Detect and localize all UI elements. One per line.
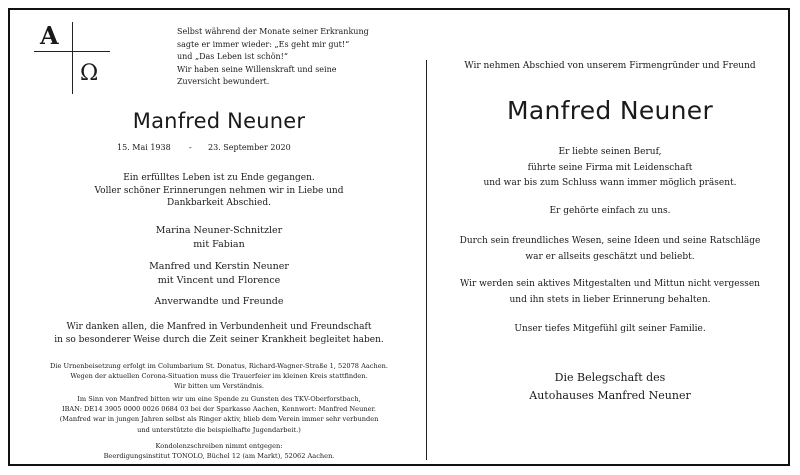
- cross-horizontal-line: [34, 51, 110, 52]
- tribute-line: und ihn stets in lieber Erinnerung behalten.: [509, 294, 711, 305]
- company-deceased-name: Manfred Neuner: [506, 96, 714, 125]
- tribute-line: Wir werden sein aktives Mitgestalten und Mittun nicht vergessen: [460, 279, 760, 289]
- quote-line: Zuversicht bewundert.: [177, 77, 270, 86]
- company-farewell-intro: Wir nehmen Abschied von unserem Firmengründer und Freund: [464, 61, 756, 71]
- alpha-letter: A: [40, 21, 59, 50]
- thanks-line: in so besonderer Weise durch die Zeit seiner Krankheit begleitet haben.: [54, 334, 384, 345]
- tribute-line: Er liebte seinen Beruf,: [558, 147, 662, 157]
- donation-line: (Manfred war in jungen Jahren selbst als Ringer aktiv, blieb dem Verein immer sehr verbunden: [59, 415, 379, 424]
- intro-line: Voller schöner Erinnerungen nehmen wir in Liebe und: [94, 185, 344, 196]
- column-divider: [426, 60, 427, 460]
- tribute-paragraph: [430, 234, 790, 265]
- quote-line: Selbst während der Monate seiner Erkrankung: [177, 27, 369, 36]
- burial-notice: [20, 361, 418, 392]
- donation-line: Im Sinn von Manfred bitten wir um eine Spende zu Gunsten des TKV-Oberforstbach,: [77, 395, 361, 403]
- date-separator: -: [189, 143, 192, 152]
- condolence-line: Kondolenzschreiben nimmt entgegen:: [155, 442, 283, 450]
- family-member: Manfred und Kerstin Neuner: [149, 261, 289, 272]
- notice-line: Wegen der aktuellen Corona-Situation muss die Trauerfeier im kleinen Kreis stattfinden.: [70, 372, 368, 381]
- donation-line: IBAN: DE14 3905 0000 0026 0684 03 bei der Sparkasse Aachen, Kennwort: Manfred Neuner.: [61, 405, 377, 414]
- family-member: Marina Neuner-Schnitzler: [155, 225, 283, 236]
- condolence-line: Beerdigungsinstitut TONOLO, Büchel 12 (am Markt), 52062 Aachen.: [103, 452, 335, 461]
- intro-line: Ein erfülltes Leben ist zu Ende gegangen.: [123, 173, 315, 183]
- quote-line: und „Das Leben ist schön!“: [177, 52, 288, 61]
- omega-letter: Ω: [80, 61, 99, 86]
- family-member: mit Fabian: [193, 238, 245, 250]
- family-group: [20, 295, 418, 309]
- intro-text: [20, 172, 418, 210]
- intro-line: Dankbarkeit Abschied.: [167, 198, 271, 208]
- tribute-paragraph: [430, 322, 790, 338]
- family-group: [20, 224, 418, 251]
- family-member: Anverwandte und Freunde: [154, 296, 284, 307]
- notice-line: Wir bitten um Verständnis.: [174, 382, 264, 391]
- birth-date: 15. Mai 1938: [117, 143, 171, 152]
- tribute-line: war er allseits geschätzt und beliebt.: [525, 251, 695, 262]
- tribute-line: führte seine Firma mit Leidenschaft: [527, 162, 693, 173]
- thanks-line: Wir danken allen, die Manfred in Verbundenheit und Freundschaft: [66, 322, 372, 332]
- signature-line: Autohauses Manfred Neuner: [529, 389, 691, 402]
- signature: [430, 369, 790, 405]
- donation-line: und unterstützte die beispielhafte Jugendarbeit.): [137, 425, 301, 434]
- notice-line: Die Urnenbeisetzung erfolgt im Columbarium St. Donatus, Richard-Wagner-Straße 1, 52078 Aachen.: [50, 362, 388, 370]
- tribute-line: Unser tiefes Mitgefühl gilt seiner Familie.: [514, 324, 706, 334]
- tribute-paragraph: [430, 277, 790, 308]
- deceased-name: Manfred Neuner: [132, 109, 306, 133]
- tribute-line: Er gehörte einfach zu uns.: [549, 206, 671, 216]
- cross-vertical-line: [72, 22, 73, 94]
- thanks-text: [20, 321, 418, 346]
- tribute-paragraph: [430, 145, 790, 192]
- tribute-line: Durch sein freundliches Wesen, seine Ideen und seine Ratschläge: [459, 236, 761, 246]
- quote-line: Wir haben seine Willenskraft und seine: [177, 64, 337, 74]
- signature-line: Die Belegschaft des: [554, 371, 666, 384]
- family-member: mit Vincent und Florence: [157, 274, 281, 286]
- quote-line: sagte er immer wieder: „Es geht mir gut!“: [177, 39, 350, 49]
- family-group: [20, 260, 418, 287]
- tribute-line: und war bis zum Schluss wann immer möglich präsent.: [483, 178, 737, 188]
- condolence-notice: [20, 441, 418, 461]
- death-date: 23. September 2020: [208, 143, 291, 152]
- tribute-paragraph: [430, 204, 790, 220]
- quote: [177, 26, 377, 89]
- donation-notice: [20, 394, 418, 435]
